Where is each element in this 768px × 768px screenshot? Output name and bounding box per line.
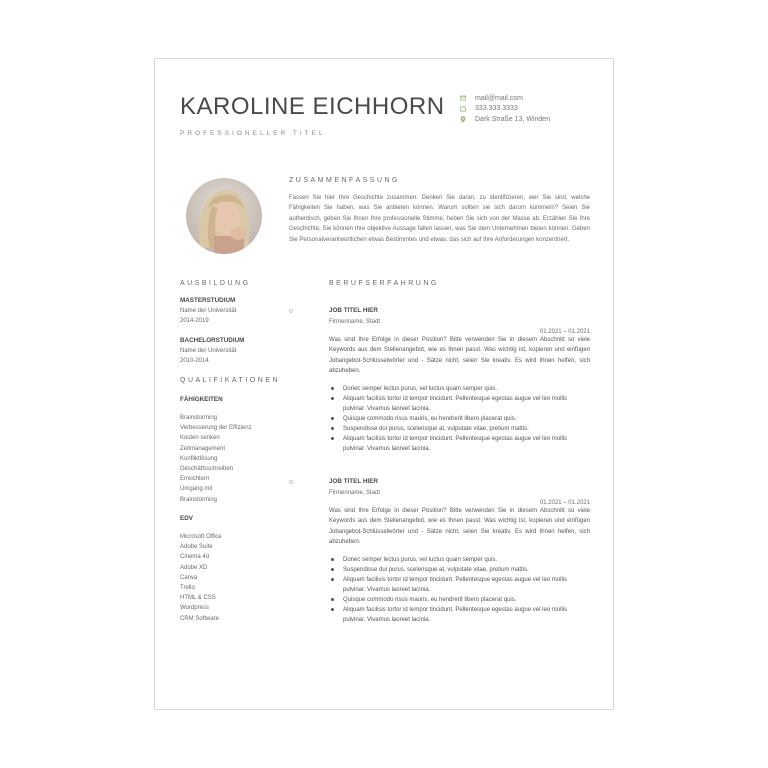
bullet-item: Suspendisse dui purus, scelerisque at, vulputate vitae, pretium mattis. [329,565,590,575]
school: Name der Universität [180,348,237,354]
degree: MASTERSTUDIUM [180,297,236,304]
skill-item: Verbesserung der Effizienz [180,425,252,432]
summary-heading: ZUSAMMENFASSUNG [289,177,401,184]
contact-email-text: mail@mail.com [475,94,523,102]
phone-icon [460,106,466,112]
bullet-item: Suspendisse dui purus, scelerisque at, vulputate vitae, pretium mattis. [329,424,590,434]
candidate-name: KAROLINE EICHHORN [180,93,445,120]
timeline-dot [289,480,293,484]
bullet-item: Quisque commodo risus mauris, eu hendrerit libero placerat quis. [329,414,590,424]
school: Name der Universität [180,308,237,314]
job-title: JOB TITEL HIER [329,478,378,485]
bullet-item: Aliquam facilisis tortor id tempor tincidunt. Pellentesque egestas augue vel leo mollis pulvinar. Vivamus laoreet lacinia. [329,575,590,595]
bullet-item: Quisque commodo risus mauris, eu hendrerit libero placerat quis. [329,595,590,605]
mail-icon [460,95,466,101]
professional-title: PROFESSIONELLER TITEL [180,130,326,137]
resume-page [154,58,614,710]
job-bullets [329,384,590,454]
bullet-item: Aliquam facilisis tortor id tempor tincidunt. Pellentesque egestas augue vel leo mollis pulvinar. Vivamus laoreet lacinia. [329,394,590,414]
edv-item: Trello [180,585,195,592]
edv-item: CRM Software [180,615,220,622]
job-bullets [329,555,590,625]
skills-list [180,413,295,505]
edv-item: Canva [180,574,198,581]
bullet-item: Aliquam facilisis tortor id tempor tincidunt. Pellentesque egestas augue vel leo mollis pulvinar. Vivamus laoreet lacinia. [329,434,590,454]
contact-phone-text: 333.333.3333 [475,105,518,113]
edv-item: Cinema 4d [180,554,210,561]
job-entry [329,307,590,454]
edv-item: Adobe XD [180,564,208,571]
contact-address-text: Dark Straße 13, Winden [475,115,551,123]
skill-item: Umgang mit [180,486,213,493]
skill-item: Geschäftsschreiben [180,466,234,473]
edv-item: Adobe Suite [180,544,213,551]
skill-item: Brainstorming [180,415,218,421]
contact-address [460,114,550,125]
bullet-item: Donec semper lectus purus, vel luctus quam semper quis. [329,555,590,565]
qualifications-heading: QUALIFIKATIONEN [180,377,280,384]
profile-photo [186,178,262,254]
contact-phone[interactable] [460,104,550,115]
timeline-dot [289,309,293,313]
years: 2010-2014 [180,358,209,364]
edv-item: Wordpress [180,605,209,612]
job-title: JOB TITEL HIER [329,307,378,314]
skills-heading: FÄHIGKEITEN [180,396,223,403]
degree: BACHELORSTUDIUM [180,337,245,344]
edv-item: Microsoft Office [180,534,222,540]
contact-block [460,93,550,125]
edv-item: HTML & CSS [180,595,216,602]
bullet-item: Donec semper lectus purus, vel luctus quam semper quis. [329,384,590,394]
company: Firmenname, Stadt [329,319,381,325]
job-dates: 01.2021 – 01.2021 [539,500,590,506]
years: 2014-2019 [180,318,209,324]
skill-item: Kosten senken [180,435,220,442]
company: Firmenname, Stadt [329,490,381,496]
contact-email[interactable] [460,93,550,104]
job-entry [329,478,590,625]
edv-heading: EDV [180,515,193,522]
location-pin-icon [460,116,466,122]
job-description: Was sind Ihre Erfolge in dieser Position? Bitte verwenden Sie in diesem Abschnitt so viele Keywords aus dem Stellenangebot, wie es Ihnen passt. Was wichtig ist, kopieren und einfügen Jobangebot-Schlüsselwörter und - Sätze nicht, seien Sie kreativ. Es wird Ihnen helfen, sich abzuheben. [329,508,590,546]
education-heading: AUSBILDUNG [180,280,251,287]
skill-item: Brainstorming [180,496,218,503]
experience-heading: BERUFSERFAHRUNG [329,280,439,287]
bullet-item: Aliquam facilisis tortor id tempor tincidunt. Pellentesque egestas augue vel leo mollis pulvinar. Vivamus laoreet lacinia. [329,605,590,625]
job-dates: 01.2021 – 01.2021 [539,329,590,335]
skill-item: Erreichtern [180,476,210,483]
skill-item: Konfliktlösung [180,455,218,462]
edv-list [180,532,295,624]
summary-text: Fassen Sie hier Ihre Geschichte zusammen. Denken Sie daran, zu identifizieren, wer Sie sind, welche Fähigkeiten Sie haben, was Sie anbieten können. Warum sollten sie sich darum kümmern? Seien Sie authentisch, geben Sie Ihnen Ihre professionelle Stimme, heben Sie sich von der Masse ab. Erzählen Sie Ihre Geschichte, Sie können Ihre objektive Aussage fallen lassen, was Sie dem Unternehmen bieten können. Geben Sie Personalverantwortlichen etwas Bestimmtes und etwas, das sich auf Ihre Anforderungen konzentriert. [289,195,590,243]
education-item [180,337,290,366]
job-description: Was sind Ihre Erfolge in dieser Position? Bitte verwenden Sie in diesem Abschnitt so viele Keywords aus dem Stellenangebot, wie es Ihnen passt. Was wichtig ist, kopieren und einfügen Jobangebot-Schlüsselwörter und - Sätze nicht, seien Sie kreativ. Es wird Ihnen helfen, sich abzuheben. [329,337,590,375]
education-item [180,297,290,326]
skill-item: Zeitmanagement [180,445,226,452]
